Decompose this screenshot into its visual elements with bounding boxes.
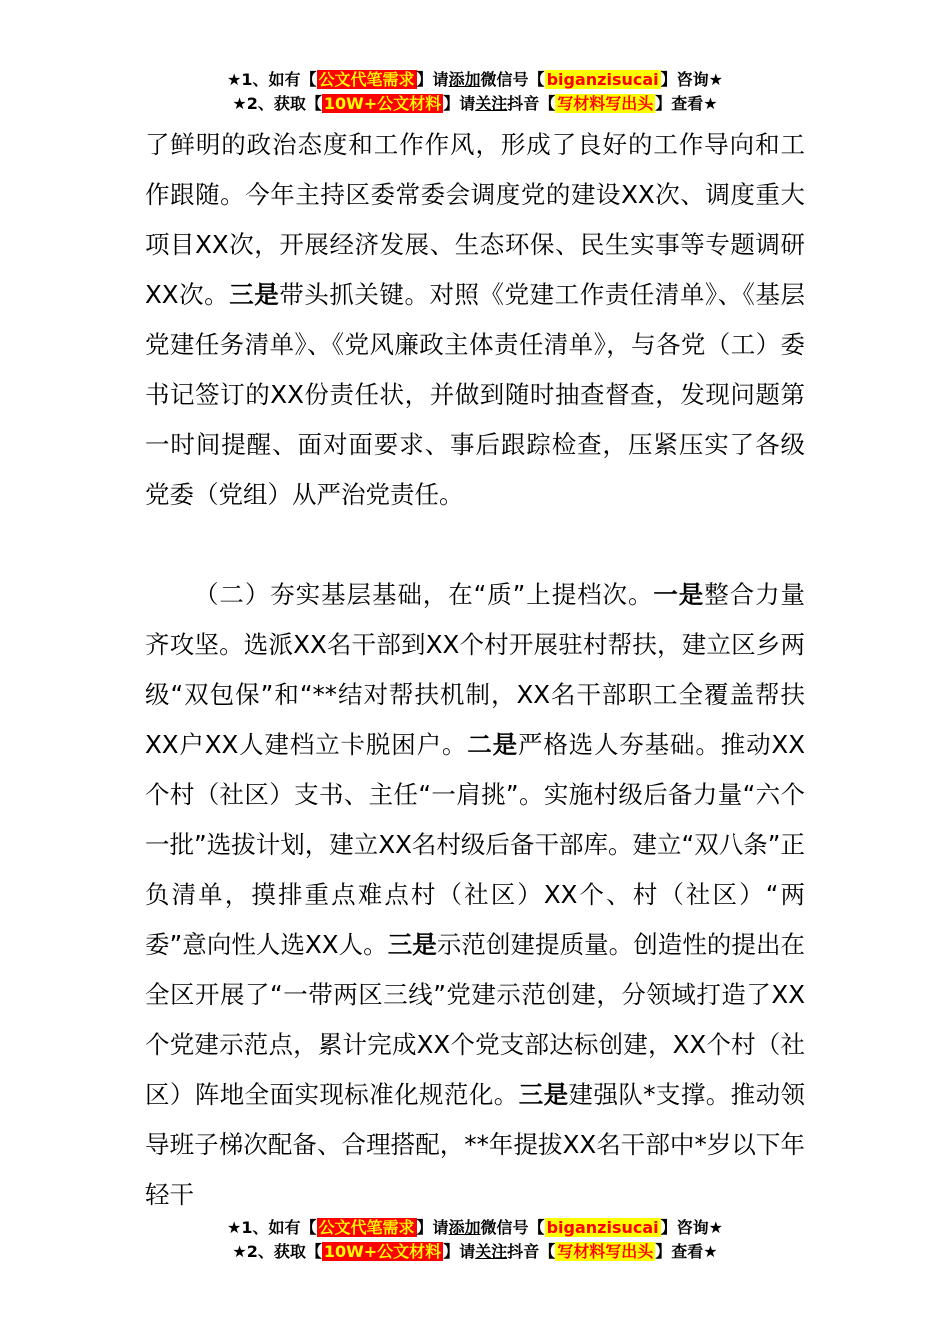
banner-underline-add: 添加	[448, 1218, 481, 1237]
banner-highlight-douyin: 写材料写出头	[557, 1242, 654, 1261]
bold-lead: 三是	[518, 1080, 569, 1109]
banner-line-1	[0, 68, 950, 92]
banner-text: 】查看★	[655, 94, 718, 113]
paragraph-text: 示范创建提质量。创造性的提出在全区开展了“一带两区三线”党建示范创建，分领域打造了XX个党建示范点，累计完成XX个党支部达标创建，XX个村（社区）阵地全面实现标准化规范化。	[145, 930, 806, 1109]
section-heading-text: （二）夯实基层基础，在“质”上提档次。	[194, 580, 654, 609]
banner-line-2	[0, 1240, 950, 1264]
banner-text: 】查看★	[655, 1242, 718, 1261]
banner-highlight-materials: 10W+公文材料	[323, 94, 442, 113]
banner-underline-add: 添加	[448, 70, 481, 89]
banner-text: 微信号【	[480, 70, 545, 89]
paragraph-text: 了鲜明的政治态度和工作作风，形成了良好的工作导向和工作跟随。今年主持区委常委会调度党的建设XX次、调度重大项目XX次，开展经济发展、生态环保、民生实事等专题调研XX次。	[145, 130, 805, 309]
banner-text: 】咨询★	[660, 70, 723, 89]
banner-text: 】请	[443, 94, 476, 113]
paragraph-text: 整合力量齐攻坚。选派XX名干部到XX个村开展驻村帮扶，建立区乡两级“双包保”和“**结对帮扶机制，XX名干部职工全覆盖帮扶XX户XX人建档立卡脱困户。	[145, 580, 805, 759]
banner-text: ★2、获取【	[232, 1242, 322, 1261]
paragraph-text: 带头抓关键。对照《党建工作责任清单》、《基层党建任务清单》、《党风廉政主体责任清单》，与各党（工）委书记签订的XX份责任状，并做到随时抽查督查，发现问题第一时间提醒、面对面要求、事后跟踪检查，压紧压实了各级党委（党组）从严治党责任。	[145, 280, 806, 509]
bold-lead: 一是	[653, 580, 705, 609]
banner-text: 】咨询★	[660, 1218, 723, 1237]
footer-banner	[0, 1216, 950, 1264]
banner-text: 抖音【	[507, 1242, 556, 1261]
header-banner	[0, 68, 950, 116]
paragraph-text: 严格选人夯基础。推动XX个村（社区）支书、主任“一肩挑”。实施村级后备力量“六个一批”选拔计划，建立XX名村级后备干部库。建立“双八条”正负清单，摸排重点难点村（社区）XX个、村（社区）“两委”意向性人选XX人。	[145, 730, 806, 959]
banner-text: ★2、获取【	[232, 94, 322, 113]
banner-text: ★1、如有【	[227, 1218, 317, 1237]
banner-text: 】请	[416, 1218, 449, 1237]
paragraph-text: 建强队*支撑。推动领导班子梯次配备、合理搭配，**年提拔XX名干部中*岁以下年轻干	[145, 1080, 806, 1209]
banner-underline-follow: 关注	[475, 1242, 508, 1261]
banner-highlight-wechat-id: biganzisucai	[546, 70, 659, 89]
bold-lead: 二是	[467, 730, 518, 759]
document-body	[145, 120, 805, 1220]
paragraph-1	[145, 120, 805, 520]
banner-highlight-douyin: 写材料写出头	[557, 94, 654, 113]
bold-lead: 三是	[387, 930, 437, 959]
banner-highlight-service: 公文代笔需求	[318, 70, 415, 89]
banner-text: 】请	[416, 70, 449, 89]
banner-text: ★1、如有【	[227, 70, 317, 89]
banner-text: 】请	[443, 1242, 476, 1261]
banner-line-2	[0, 92, 950, 116]
paragraph-2	[145, 570, 805, 1220]
banner-highlight-service: 公文代笔需求	[318, 1218, 415, 1237]
banner-highlight-wechat-id: biganzisucai	[546, 1218, 659, 1237]
bold-lead: 三是	[229, 280, 280, 309]
banner-text: 微信号【	[480, 1218, 545, 1237]
banner-line-1	[0, 1216, 950, 1240]
banner-text: 抖音【	[507, 94, 556, 113]
banner-underline-follow: 关注	[475, 94, 508, 113]
banner-highlight-materials: 10W+公文材料	[323, 1242, 442, 1261]
